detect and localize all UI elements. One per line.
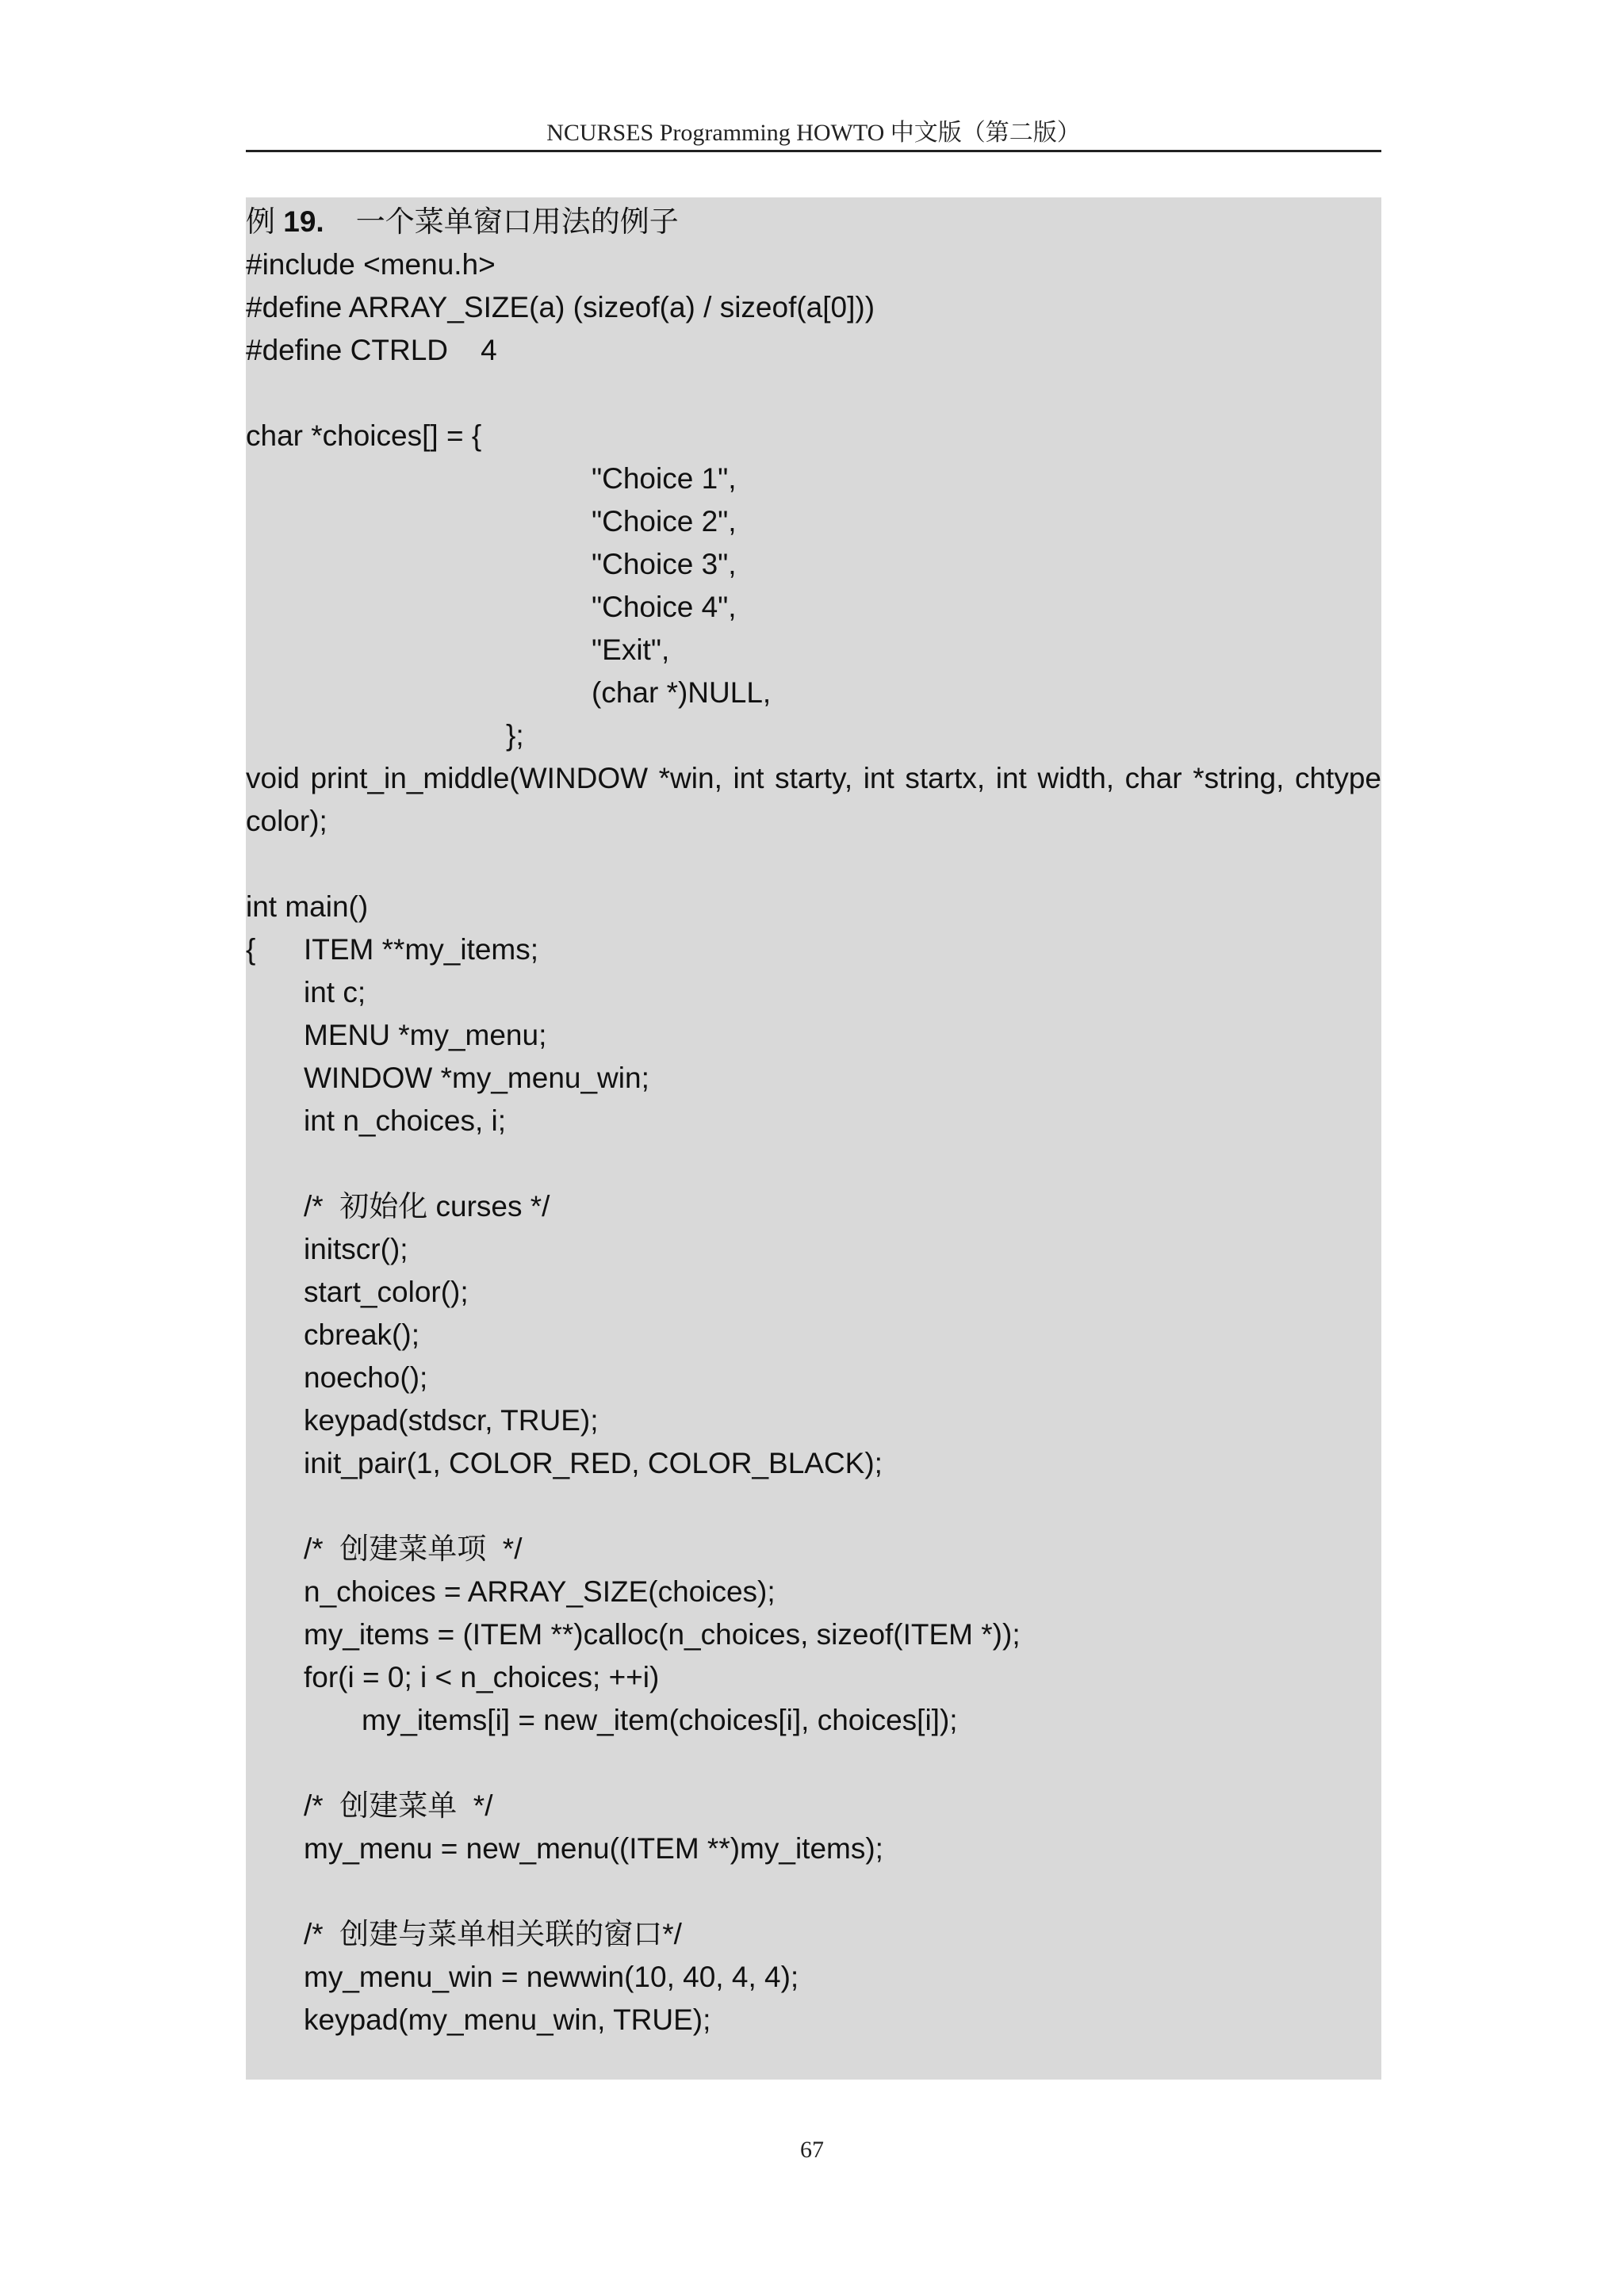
- code-line: noecho();: [304, 1361, 428, 1394]
- code-line: init_pair(1, COLOR_RED, COLOR_BLACK);: [304, 1447, 883, 1479]
- code-line: #define CTRLD 4: [246, 334, 497, 366]
- example-caption-text: 一个菜单窗口用法的例子: [355, 205, 679, 238]
- code-line: my_menu = new_menu((ITEM **)my_items);: [304, 1832, 883, 1865]
- example-label: 例: [246, 205, 284, 238]
- code-line: int n_choices, i;: [304, 1104, 507, 1137]
- code-line: "Choice 4",: [592, 591, 737, 623]
- code-line: MENU *my_menu;: [304, 1019, 547, 1051]
- code-comment: /* 创建菜单 */: [304, 1789, 493, 1822]
- code-listing: [246, 197, 1381, 2080]
- code-line: };: [506, 719, 524, 752]
- code-line: "Choice 3",: [592, 548, 737, 580]
- code-line: int c;: [304, 976, 366, 1008]
- page-number: 67: [800, 2137, 824, 2163]
- code-line: #define ARRAY_SIZE(a) (sizeof(a) / sizeof(a[0])): [246, 291, 875, 323]
- code-line: my_items = (ITEM **)calloc(n_choices, sizeof(ITEM *));: [304, 1618, 1021, 1651]
- code-line: for(i = 0; i < n_choices; ++i): [304, 1661, 660, 1693]
- code-line: color);: [246, 805, 327, 837]
- code-line: initscr();: [304, 1233, 408, 1265]
- code-line: int main(): [246, 890, 369, 923]
- code-line: start_color();: [304, 1276, 469, 1308]
- code-line: (char *)NULL,: [592, 676, 772, 709]
- code-comment: /* 创建菜单项 */: [304, 1533, 523, 1565]
- code-line: "Choice 2",: [592, 505, 737, 538]
- code-line: char *choices[] = {: [246, 419, 482, 452]
- example-caption: [246, 201, 679, 243]
- code-line: "Choice 1",: [592, 462, 737, 495]
- code-line: cbreak();: [304, 1318, 419, 1351]
- header-rule: [246, 150, 1381, 152]
- code-line: #include <menu.h>: [246, 248, 496, 281]
- code-line: keypad(my_menu_win, TRUE);: [304, 2003, 711, 2036]
- code-line: void print_in_middle(WINDOW *win, int starty, int startx, int width, char *string, chtype: [246, 762, 1381, 794]
- code-line: ITEM **my_items;: [304, 933, 539, 966]
- code-line: {: [246, 933, 256, 966]
- code-line: keypad(stdscr, TRUE);: [304, 1404, 599, 1437]
- code-line: my_menu_win = newwin(10, 40, 4, 4);: [304, 1961, 799, 1993]
- code-line: "Exit",: [592, 633, 670, 666]
- running-header: NCURSES Programming HOWTO 中文版（第二版）: [546, 120, 1081, 146]
- code-line: my_items[i] = new_item(choices[i], choices[i]);: [362, 1704, 958, 1736]
- example-number: 19.: [283, 205, 324, 238]
- code-line: WINDOW *my_menu_win;: [304, 1062, 649, 1094]
- code-comment: /* 初始化 curses */: [304, 1190, 550, 1223]
- code-line: n_choices = ARRAY_SIZE(choices);: [304, 1575, 776, 1608]
- code-comment: /* 创建与菜单相关联的窗口*/: [304, 1918, 682, 1950]
